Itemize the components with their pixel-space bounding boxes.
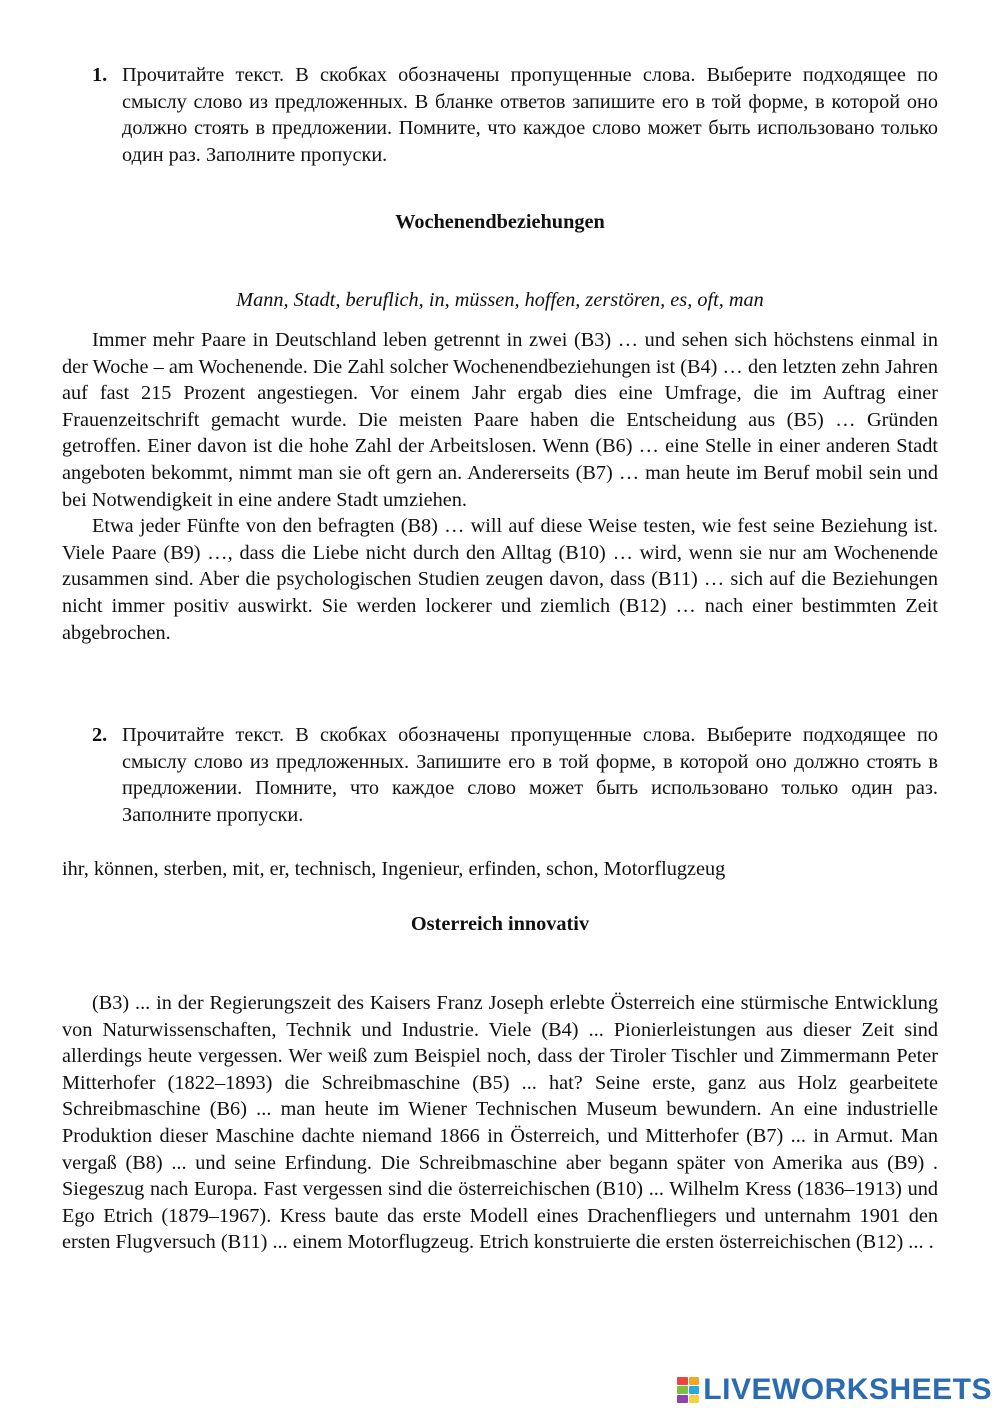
task-1-instruction: Прочитайте текст. В скобках обозначены пропущенные слова. Выберите подходящее по смыслу слово из предложенных. В бланке ответов запишите его в той форме, в которой оно должно стоять в предложении. Помните, что каждое слово может быть использовано только один раз. Заполните пропуски. <box>122 64 938 166</box>
task-1-paragraph-1: Immer mehr Paare in Deutschland leben getrennt in zwei (B3) … und sehen sich höchstens einmal in der Woche – am Wochenende. Die Zahl solcher Wochenendbeziehungen ist (B4) … den letzten zehn Jahren auf fast 215 Prozent angestiegen. Vor einem Jahr ergab dies eine Umfrage, die im Auftrag einer Frauenzeitschrift gemacht wurde. Die meisten Paare haben die Entscheidung aus (B5) … Gründen getroffen. Einer davon ist die hohe Zahl der Arbeitslosen. Wenn (B6) … eine Stelle in einer anderen Stadt angeboten bekommt, nimmt man sie oft gern an. Andererseits (B7) … man heute im Beruf mobil sein und bei Notwendigkeit in eine andere Stadt umziehen. <box>62 329 938 511</box>
task-2-instruction-block <box>92 722 938 828</box>
task-2-paragraph-1: (B3) ... in der Regierungszeit des Kaisers Franz Joseph erlebte Österreich eine stürmische Entwicklung von Naturwissenschaften, Technik und Industrie. Viele (B4) ... Pionierleistungen aus dieser Zeit sind allerdings heute vergessen. Wer weiß zum Beispiel noch, dass der Tiroler Tischler und Zimmermann Peter Mitterhofer (1822–1893) die Schreibmaschine (B5) ... hat? Seine erste, ganz aus Holz gearbeitete Schreibmaschine (B6) ... man heute im Wiener Technischen Museum bewundern. An eine industrielle Produktion dieser Maschine dachte niemand 1866 in Österreich, und Mitterhofer (B7) ... in Armut. Man vergaß (B8) ... und seine Erfindung. Die Schreibmaschine aber begann später von Amerika aus (B9) . Siegeszug nach Europa. Fast vergessen sind die österreichischen (B10) ... Wilhelm Kress (1836–1913) und Ego Etrich (1879–1967). Kress baute das erste Modell eines Drachenfliegers und unternahm 1901 den ersten Flugversuch (B11) ... einem Motorflugzeug. Etrich konstruierte die ersten österreichischen (B12) ... . <box>62 992 938 1254</box>
liveworksheets-logo[interactable] <box>677 1373 992 1407</box>
liveworksheets-logo-icon <box>677 1377 699 1403</box>
task-1-word-list: Mann, Stadt, beruflich, in, müssen, hoffen, zerstören, es, oft, man <box>236 289 764 311</box>
liveworksheets-logo-text: LIVEWORKSHEETS <box>703 1372 992 1406</box>
task-1-text <box>62 327 938 646</box>
task-2-title: Osterreich innovativ <box>410 913 590 935</box>
task-2-number: 2. <box>92 724 108 746</box>
task-1-paragraph-2: Etwa jeder Fünfte von den befragten (B8) … will auf diese Weise testen, wie fest seine Beziehung ist. Viele Paare (B9) …, dass die Liebe nicht durch den Alltag (B10) … wird, wenn sie nur am Wochenende zusammen sind. Aber die psychologischen Studien zeugen davon, dass (B11) … sich auf die Beziehungen nicht immer positiv auswirkt. Sie werden lockerer und ziemlich (B12) … nach einer bestimmten Zeit abgebrochen. <box>62 515 938 644</box>
task-1-instruction-block <box>92 62 938 168</box>
task-2-word-list: ihr, können, sterben, mit, er, technisch, Ingenieur, erfinden, schon, Motorflugzeug <box>62 858 726 880</box>
task-2-instruction: Прочитайте текст. В скобках обозначены пропущенные слова. Выберите подходящее по смыслу слово из предложенных. Запишите его в той форме, в которой оно должно стоять в предложении. Помните, что каждое слово может быть использовано только один раз. Заполните пропуски. <box>122 724 938 826</box>
task-1-number: 1. <box>92 64 108 86</box>
task-2-text <box>62 990 938 1256</box>
task-1-title: Wochenendbeziehungen <box>395 211 605 233</box>
